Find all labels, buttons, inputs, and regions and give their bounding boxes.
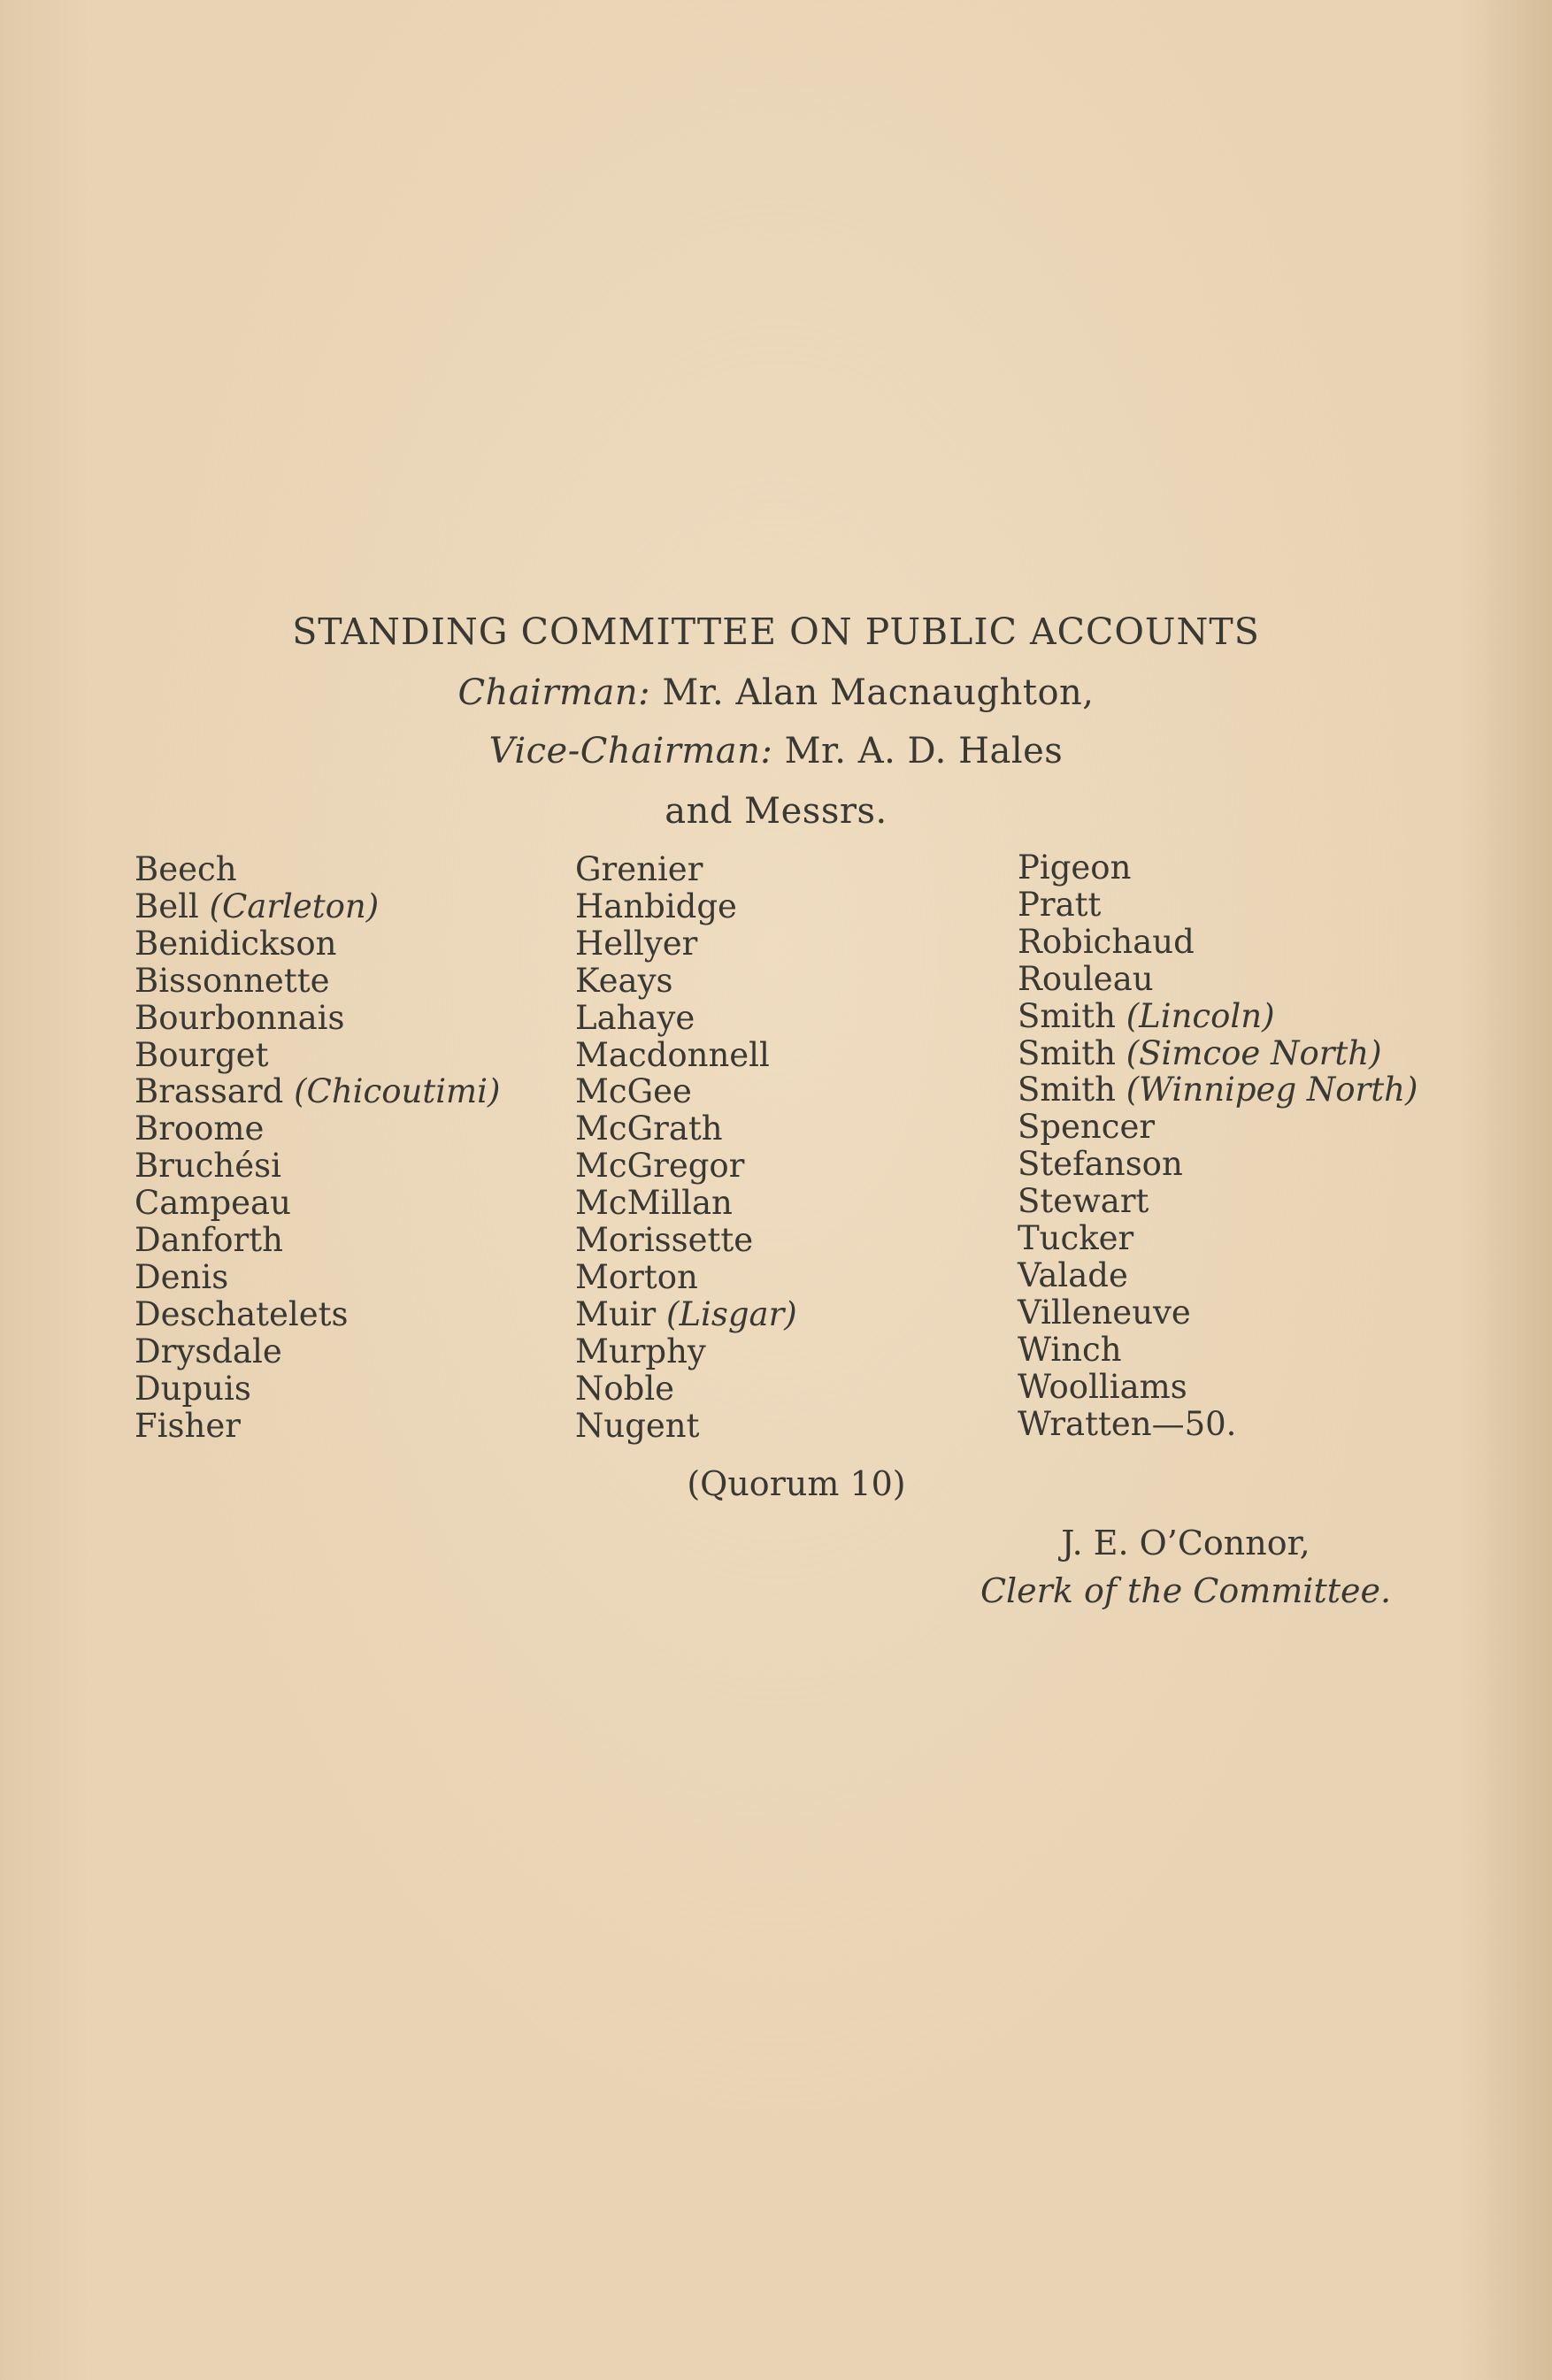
member-entry bbox=[134, 963, 500, 1000]
member-name: McMillan bbox=[575, 1184, 733, 1223]
member-entry bbox=[575, 851, 797, 888]
chairman-line bbox=[0, 672, 1552, 713]
member-name: Noble bbox=[575, 1369, 675, 1408]
member-name: Deschatelets bbox=[134, 1294, 349, 1333]
member-name: Campeau bbox=[134, 1184, 291, 1223]
member-name: Hanbidge bbox=[575, 887, 737, 925]
member-entry bbox=[1018, 1257, 1418, 1294]
member-name: Grenier bbox=[575, 850, 703, 888]
member-entry bbox=[1018, 1294, 1418, 1332]
and-messrs: and Messrs. bbox=[665, 791, 887, 832]
member-entry bbox=[134, 1333, 500, 1370]
member-name: Fisher bbox=[134, 1406, 241, 1445]
member-name: Bruchési bbox=[134, 1147, 281, 1186]
member-entry bbox=[575, 1073, 797, 1110]
member-name: Smith bbox=[1018, 996, 1116, 1035]
member-entry bbox=[1018, 924, 1418, 961]
member-name: Dupuis bbox=[134, 1369, 251, 1408]
member-name: Broome bbox=[134, 1109, 265, 1148]
member-name: Spencer bbox=[1018, 1108, 1156, 1147]
member-entry bbox=[134, 1259, 500, 1296]
member-name: McGrath bbox=[575, 1109, 723, 1148]
member-entry bbox=[575, 1333, 797, 1370]
member-name: Beech bbox=[134, 850, 237, 888]
chairman-label: Chairman: bbox=[457, 672, 651, 713]
member-name: Danforth bbox=[134, 1221, 283, 1260]
member-district: (Simcoe North) bbox=[1126, 1033, 1382, 1072]
member-name: Denis bbox=[134, 1257, 229, 1296]
member-entry bbox=[575, 888, 797, 925]
member-name: Morton bbox=[575, 1257, 698, 1296]
member-entry bbox=[1018, 1109, 1418, 1146]
member-entry bbox=[1018, 1369, 1418, 1406]
member-name: Winch bbox=[1018, 1330, 1122, 1369]
member-entry bbox=[1018, 1035, 1418, 1072]
member-name: Smith bbox=[1018, 1071, 1116, 1109]
member-district: (Lincoln) bbox=[1126, 996, 1275, 1035]
member-name: Macdonnell bbox=[575, 1035, 770, 1074]
member-entry bbox=[1018, 961, 1418, 998]
member-entry bbox=[575, 1185, 797, 1222]
member-name: Rouleau bbox=[1018, 959, 1154, 998]
member-entry bbox=[1018, 1071, 1418, 1109]
member-entry bbox=[1018, 998, 1418, 1035]
member-name: Smith bbox=[1018, 1033, 1116, 1072]
member-name: Muir bbox=[575, 1294, 657, 1333]
member-name: Stewart bbox=[1018, 1182, 1149, 1221]
committee-title: STANDING COMMITTEE ON PUBLIC ACCOUNTS bbox=[292, 610, 1260, 653]
member-entry bbox=[134, 1073, 500, 1110]
quorum-note: (Quorum 10) bbox=[687, 1464, 906, 1503]
member-entry bbox=[575, 1259, 797, 1296]
member-name: Drysdale bbox=[134, 1332, 282, 1370]
member-entry bbox=[134, 1296, 500, 1333]
member-name: Woolliams bbox=[1018, 1367, 1187, 1406]
member-entry bbox=[1018, 849, 1418, 887]
member-entry bbox=[134, 1000, 500, 1037]
member-name: Morissette bbox=[575, 1221, 754, 1260]
member-name: Tucker bbox=[1018, 1219, 1134, 1258]
member-name: Valade bbox=[1018, 1255, 1128, 1294]
member-entry bbox=[575, 1110, 797, 1148]
member-name: Wratten—50. bbox=[1018, 1404, 1237, 1443]
member-entry bbox=[134, 1185, 500, 1222]
member-name: Brassard bbox=[134, 1072, 284, 1111]
member-entry bbox=[134, 1370, 500, 1408]
member-name: Nugent bbox=[575, 1406, 700, 1445]
member-name: McGregor bbox=[575, 1147, 745, 1186]
member-name: Keays bbox=[575, 961, 673, 1000]
member-name: Lahaye bbox=[575, 998, 695, 1037]
member-name: Villeneuve bbox=[1018, 1293, 1191, 1332]
member-name: Stefanson bbox=[1018, 1145, 1183, 1184]
chairman-name: Mr. Alan Macnaughton, bbox=[662, 672, 1095, 713]
member-district: (Lisgar) bbox=[666, 1294, 797, 1333]
member-district: (Carleton) bbox=[209, 887, 380, 925]
member-name: Bourget bbox=[134, 1035, 269, 1074]
member-entry bbox=[1018, 1332, 1418, 1369]
clerk-title: Clerk of the Committee. bbox=[980, 1571, 1392, 1610]
member-entry bbox=[134, 1222, 500, 1259]
member-district: (Winnipeg North) bbox=[1126, 1071, 1418, 1109]
member-name: Murphy bbox=[575, 1332, 706, 1370]
member-entry bbox=[575, 1222, 797, 1259]
clerk-name: J. E. O’Connor, bbox=[1061, 1524, 1310, 1562]
member-name: Robichaud bbox=[1018, 922, 1195, 961]
member-entry bbox=[1018, 887, 1418, 924]
member-name: Benidickson bbox=[134, 924, 337, 963]
member-name: Hellyer bbox=[575, 924, 698, 963]
vice-chairman-name: Mr. A. D. Hales bbox=[784, 731, 1064, 772]
member-entry bbox=[134, 888, 500, 925]
member-entry bbox=[575, 1037, 797, 1074]
member-entry bbox=[575, 1148, 797, 1185]
member-entry bbox=[134, 1408, 500, 1445]
member-name: Bissonnette bbox=[134, 961, 330, 1000]
members-column-3 bbox=[1018, 849, 1418, 1443]
member-entry bbox=[575, 963, 797, 1000]
members-column-1 bbox=[134, 851, 500, 1445]
member-entry bbox=[1018, 1220, 1418, 1257]
vice-chairman-line bbox=[0, 731, 1552, 772]
member-entry bbox=[134, 851, 500, 888]
member-entry bbox=[575, 925, 797, 963]
members-column-2 bbox=[575, 851, 797, 1445]
member-entry bbox=[134, 1037, 500, 1074]
member-district: (Chicoutimi) bbox=[294, 1072, 501, 1111]
member-entry bbox=[575, 1370, 797, 1408]
member-name: McGee bbox=[575, 1072, 692, 1111]
member-name: Bell bbox=[134, 887, 199, 925]
member-name: Pigeon bbox=[1018, 848, 1132, 887]
member-entry bbox=[134, 1148, 500, 1185]
member-name: Pratt bbox=[1018, 885, 1102, 924]
member-entry bbox=[1018, 1183, 1418, 1220]
member-name: Bourbonnais bbox=[134, 998, 345, 1037]
member-entry bbox=[575, 1408, 797, 1445]
member-entry bbox=[134, 925, 500, 963]
member-entry bbox=[575, 1296, 797, 1333]
member-entry bbox=[1018, 1406, 1418, 1443]
member-entry bbox=[575, 1000, 797, 1037]
member-entry bbox=[1018, 1146, 1418, 1183]
member-entry bbox=[134, 1110, 500, 1148]
vice-chairman-label: Vice-Chairman: bbox=[488, 731, 773, 772]
